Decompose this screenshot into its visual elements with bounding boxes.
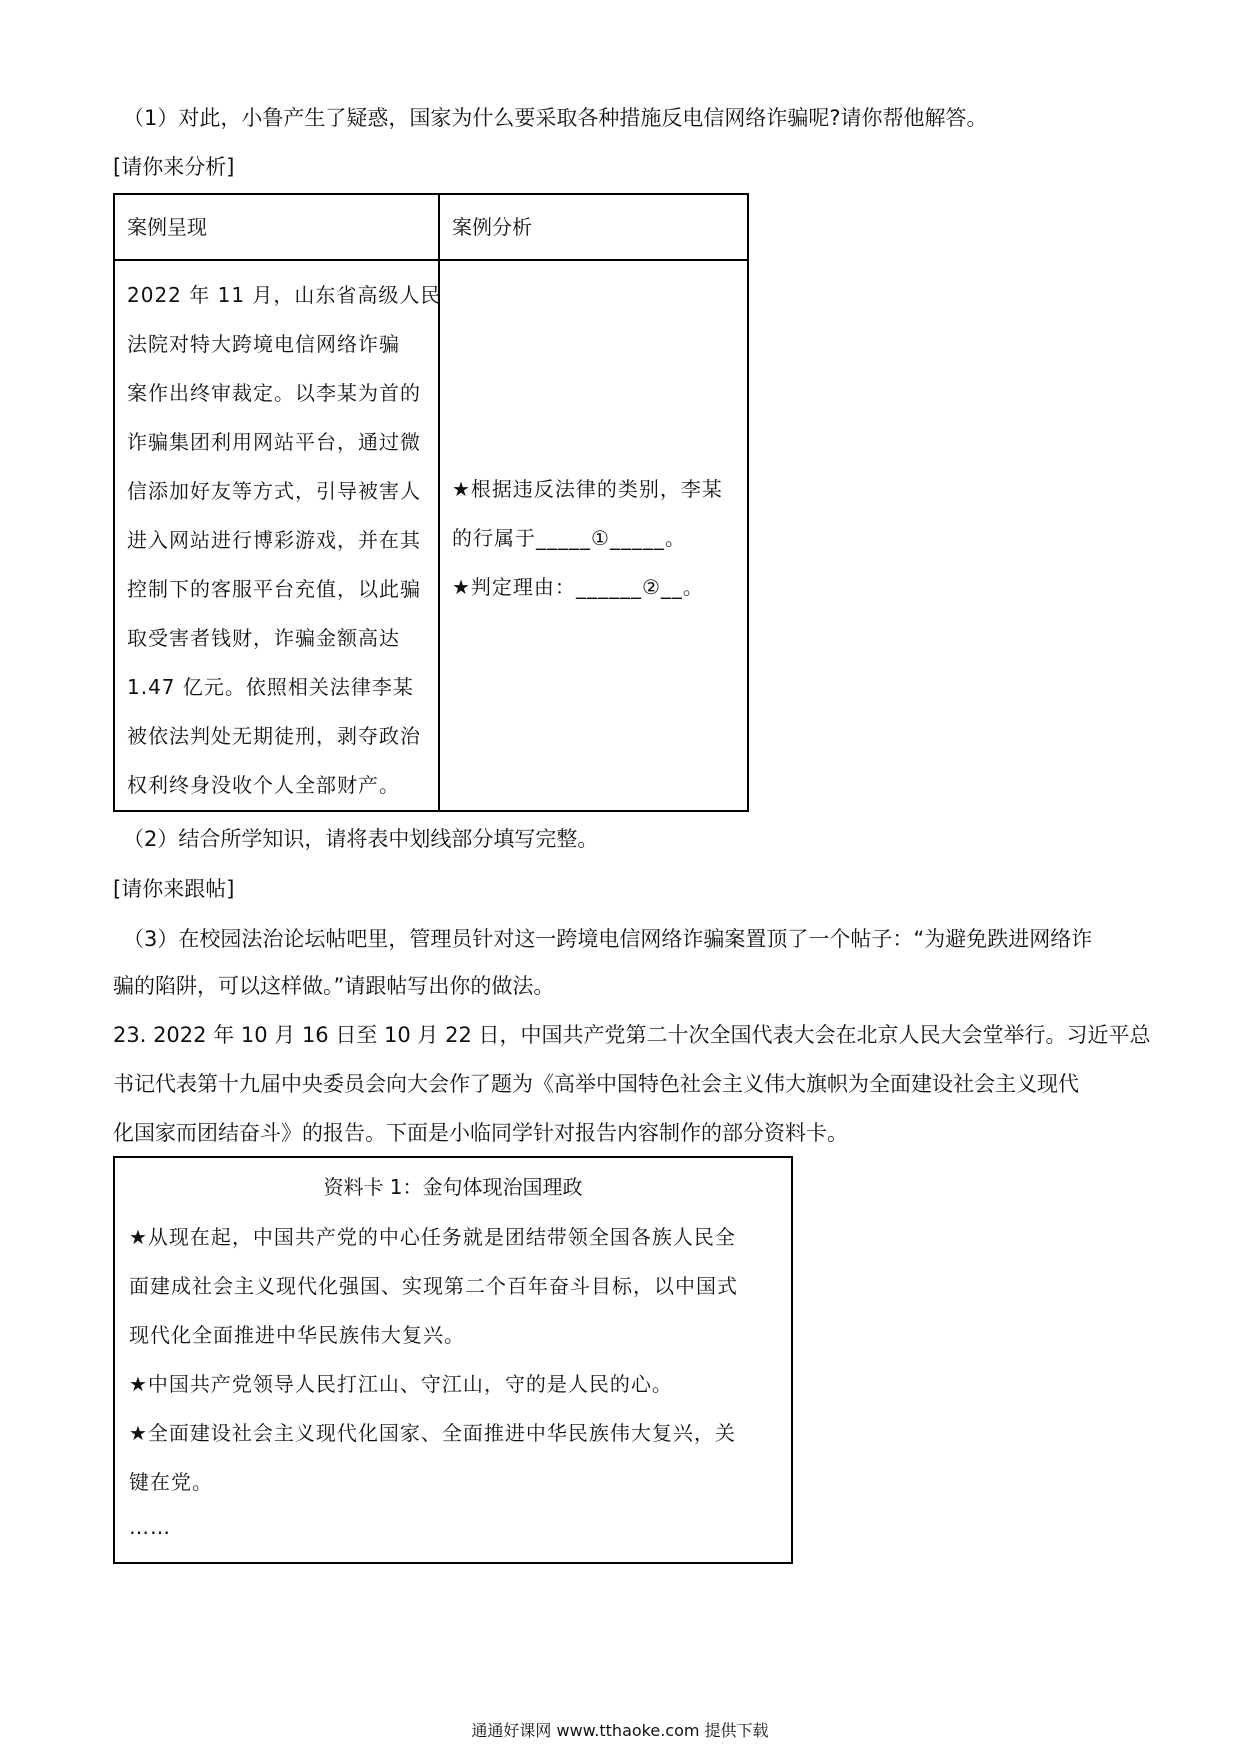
card-line: 键在党。 bbox=[129, 1470, 213, 1494]
analysis-line-2-suffix: 。 bbox=[664, 526, 686, 550]
card-title: 资料卡 1：金句体现治国理政 bbox=[323, 1175, 583, 1199]
answer-blank-2[interactable]: ______②__ bbox=[575, 575, 683, 599]
case-line: 取受害者钱财，诈骗金额高达 bbox=[127, 626, 400, 650]
case-line: 被依法判处无期徒刑，剥夺政治 bbox=[127, 724, 421, 748]
card-ellipsis: …… bbox=[129, 1515, 171, 1539]
analysis-line-2-prefix: 的行属于 bbox=[452, 526, 536, 550]
section-heading-follow: [请你来跟帖] bbox=[113, 877, 235, 901]
question-23-line-1: 23. 2022 年 10 月 16 日至 10 月 22 日，中国共产党第二十次全国代表大会在北京人民大会堂举行。习近平总 bbox=[113, 1023, 1151, 1047]
case-table bbox=[113, 193, 749, 812]
case-line: 信添加好友等方式，引导被害人 bbox=[127, 479, 421, 503]
analysis-line-3 bbox=[452, 563, 742, 612]
footer-source: 通通好课网 www.tthaoke.com 提供下载 bbox=[471, 1721, 769, 1740]
table-header-divider bbox=[115, 259, 747, 261]
case-line: 案作出终审裁定。以李某为首的 bbox=[127, 381, 421, 405]
case-line: 控制下的客服平台充值，以此骗 bbox=[127, 577, 421, 601]
section-heading-analyze: [请你来分析] bbox=[113, 155, 235, 179]
answer-blank-1[interactable]: _____①_____ bbox=[536, 526, 665, 550]
analysis-line-2 bbox=[452, 514, 742, 563]
card-line: ★从现在起，中国共产党的中心任务就是团结带领全国各族人民全 bbox=[129, 1225, 736, 1249]
info-card-1 bbox=[113, 1156, 793, 1564]
case-line: 诈骗集团利用网站平台，通过微 bbox=[127, 430, 421, 454]
question-1: （1）对此，小鲁产生了疑惑，国家为什么要采取各种措施反电信网络诈骗呢?请你帮他解答。 bbox=[123, 106, 988, 130]
case-description bbox=[127, 271, 442, 810]
case-line: 进入网站进行博彩游戏，并在其 bbox=[127, 528, 421, 552]
question-23-line-3: 化国家而团结奋斗》的报告。下面是小临同学针对报告内容制作的部分资料卡。 bbox=[113, 1121, 848, 1145]
table-header-analysis: 案例分析 bbox=[452, 215, 532, 239]
case-line: 法院对特大跨境电信网络诈骗 bbox=[127, 332, 400, 356]
case-line: 权利终身没收个人全部财产。 bbox=[127, 773, 400, 797]
card-line: ★中国共产党领导人民打江山、守江山，守的是人民的心。 bbox=[129, 1372, 673, 1396]
card-line: 面建成社会主义现代化强国、实现第二个百年奋斗目标，以中国式 bbox=[129, 1274, 738, 1298]
card-line: ★全面建设社会主义现代化国家、全面推进中华民族伟大复兴，关 bbox=[129, 1421, 736, 1445]
question-3-line-2: 骗的陷阱，可以这样做。”请跟帖写出你的做法。 bbox=[113, 974, 555, 998]
case-line: 1.47 亿元。依照相关法律李某 bbox=[127, 675, 414, 699]
case-analysis bbox=[452, 465, 742, 612]
case-line: 2022 年 11 月，山东省高级人民 bbox=[127, 283, 442, 307]
question-23-line-2: 书记代表第十九届中央委员会向大会作了题为《高举中国特色社会主义伟大旗帜为全面建设社会主义现代 bbox=[113, 1072, 1079, 1096]
question-3-line-1: （3）在校园法治论坛帖吧里，管理员针对这一跨境电信网络诈骗案置顶了一个帖子：“为避免跌进网络诈 bbox=[123, 927, 1093, 951]
card-line: 现代化全面推进中华民族伟大复兴。 bbox=[129, 1323, 465, 1347]
table-header-case: 案例呈现 bbox=[127, 215, 207, 239]
analysis-line-3-suffix: 。 bbox=[682, 575, 704, 599]
analysis-line-1: ★根据违反法律的类别，李某 bbox=[452, 477, 723, 501]
question-2: （2）结合所学知识，请将表中划线部分填写完整。 bbox=[123, 827, 599, 851]
analysis-line-3-prefix: ★判定理由： bbox=[452, 575, 576, 599]
